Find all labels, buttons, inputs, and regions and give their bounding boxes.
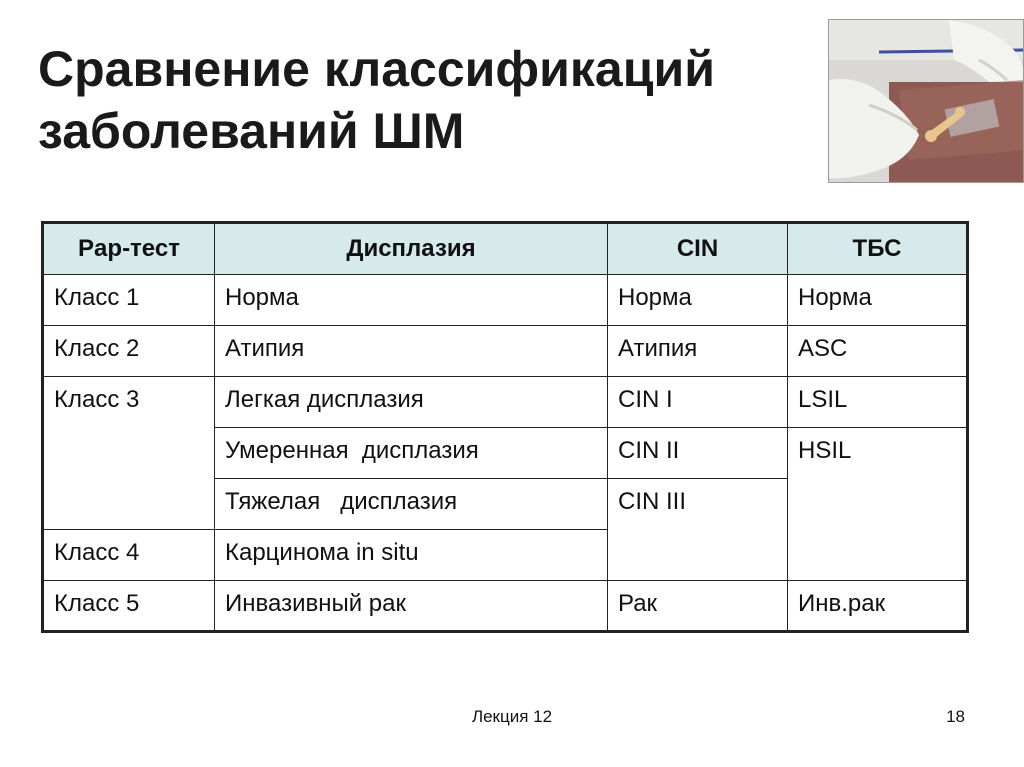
table-cell: Умеренная дисплазия [215,428,608,479]
table-header-row [43,223,968,275]
header-cin: CIN [608,223,788,275]
table-cell: Норма [215,275,608,326]
footer-lecture-label: Лекция 12 [471,707,553,726]
table-row [43,275,968,326]
table-cell: Класс 4 [43,530,215,581]
slide-title [38,38,818,162]
table-cell: Атипия [608,326,788,377]
table-cell: Норма [788,275,968,326]
table-cell: Тяжелая дисплазия [215,479,608,530]
header-pap-test: Pap-тест [43,223,215,275]
table-cell: Норма [608,275,788,326]
table-cell: Класс 1 [43,275,215,326]
table-cell: Класс 5 [43,581,215,632]
table-row [43,581,968,632]
table-cell: CIN I [608,377,788,428]
slide-title-line-2: заболеваний ШМ [38,103,465,159]
classification-table [41,221,969,633]
header-dysplasia: Дисплазия [215,223,608,275]
table-cell: Класс 3 [43,377,215,530]
slide-title-line-1: Сравнение классификаций [38,41,715,97]
table-cell: HSIL [788,428,968,581]
table-row [43,377,968,428]
table-row [43,326,968,377]
table-cell: Карцинома in situ [215,530,608,581]
table-cell: Инв.рак [788,581,968,632]
table-cell: CIN III [608,479,788,581]
table-cell: Инвазивный рак [215,581,608,632]
table-cell: Атипия [215,326,608,377]
lab-slide-photo-icon [828,19,1024,183]
table-cell: Легкая дисплазия [215,377,608,428]
table-cell: Рак [608,581,788,632]
page-number: 18 [946,707,965,726]
table-cell: LSIL [788,377,968,428]
table-cell: Класс 2 [43,326,215,377]
table-cell: CIN II [608,428,788,479]
table-cell: ASC [788,326,968,377]
header-tbs: ТБС [788,223,968,275]
